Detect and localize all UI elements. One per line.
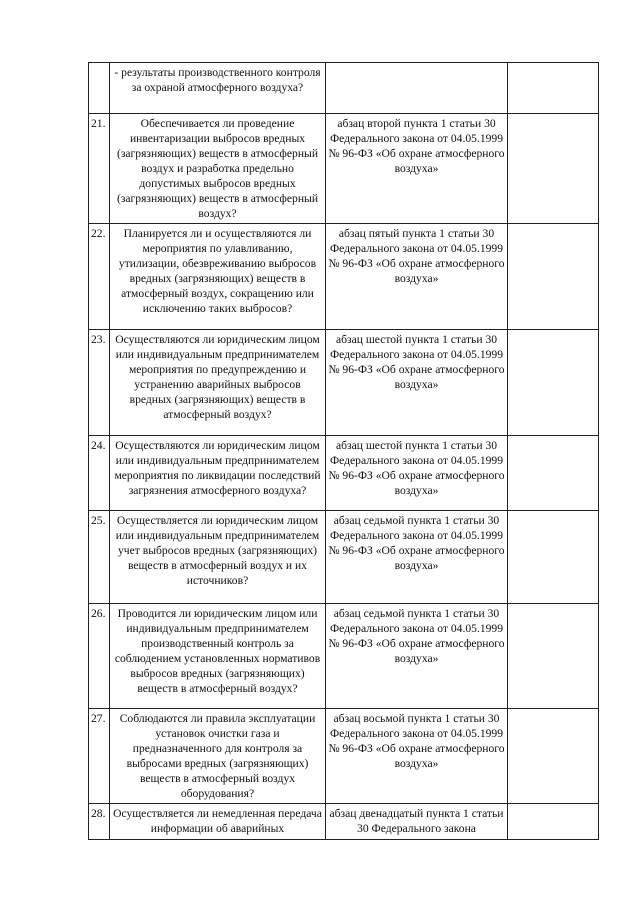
table-row xyxy=(89,604,599,709)
question-cell: Осуществляются ли юридическим лицом или индивидуальным предпринимателем мероприятия по предупреждению и устранению аварийных выбросов вредных (загрязняющих) веществ в атмосферный воздух? xyxy=(110,330,326,436)
row-number: 25. xyxy=(89,511,110,604)
answer-cell xyxy=(508,804,599,840)
question-cell: Осуществляются ли юридическим лицом или индивидуальным предпринимателем мероприятия по ликвидации последствий загрязнения атмосферного воздуха? xyxy=(110,436,326,511)
legal-reference-cell: абзац пятый пункта 1 статьи 30 Федерального закона от 04.05.1999 № 96-ФЗ «Об охране атмосферного воздуха» xyxy=(326,224,508,330)
table-row xyxy=(89,224,599,330)
question-cell: Проводится ли юридическим лицом или индивидуальным предпринимателем производственный контроль за соблюдением установленных нормативов выбросов вредных (загрязняющих) веществ в атмосферный воздух? xyxy=(110,604,326,709)
question-cell: - результаты производственного контроля за охраной атмосферного воздуха? xyxy=(110,63,326,114)
legal-reference-cell: абзац второй пункта 1 статьи 30 Федерального закона от 04.05.1999 № 96-ФЗ «Об охране атмосферного воздуха» xyxy=(326,114,508,224)
question-cell: Планируется ли и осуществляются ли мероприятия по улавливанию, утилизации, обезвреживанию выбросов вредных (загрязняющих) веществ в атмосферный воздух, сокращению или исключению таких выбросов? xyxy=(110,224,326,330)
row-number xyxy=(89,63,110,114)
row-number: 28. xyxy=(89,804,110,840)
row-number: 24. xyxy=(89,436,110,511)
legal-reference-cell: абзац шестой пункта 1 статьи 30 Федерального закона от 04.05.1999 № 96-ФЗ «Об охране атмосферного воздуха» xyxy=(326,330,508,436)
answer-cell xyxy=(508,604,599,709)
legal-reference-cell: абзац восьмой пункта 1 статьи 30 Федерального закона от 04.05.1999 № 96-ФЗ «Об охране атмосферного воздуха» xyxy=(326,709,508,804)
answer-cell xyxy=(508,224,599,330)
answer-cell xyxy=(508,330,599,436)
legal-reference-cell xyxy=(326,63,508,114)
answer-cell xyxy=(508,436,599,511)
answer-cell xyxy=(508,709,599,804)
answer-cell xyxy=(508,511,599,604)
table-row xyxy=(89,436,599,511)
checklist-table xyxy=(88,62,599,840)
table-row xyxy=(89,804,599,840)
question-cell: Осуществляется ли немедленная передача информации об аварийных xyxy=(110,804,326,840)
legal-reference-cell: абзац седьмой пункта 1 статьи 30 Федерального закона от 04.05.1999 № 96-ФЗ «Об охране атмосферного воздуха» xyxy=(326,511,508,604)
row-number: 21. xyxy=(89,114,110,224)
legal-reference-cell: абзац седьмой пункта 1 статьи 30 Федерального закона от 04.05.1999 № 96-ФЗ «Об охране атмосферного воздуха» xyxy=(326,604,508,709)
legal-reference-cell: абзац двенадцатый пункта 1 статьи 30 Федерального закона xyxy=(326,804,508,840)
legal-reference-cell: абзац шестой пункта 1 статьи 30 Федерального закона от 04.05.1999 № 96-ФЗ «Об охране атмосферного воздуха» xyxy=(326,436,508,511)
question-cell: Соблюдаются ли правила эксплуатации установок очистки газа и предназначенного для контроля за выбросами вредных (загрязняющих) веществ в атмосферный воздух оборудования? xyxy=(110,709,326,804)
table-row xyxy=(89,114,599,224)
question-cell: Обеспечивается ли проведение инвентаризации выбросов вредных (загрязняющих) веществ в атмосферный воздух и разработка предельно допустимых выбросов вредных (загрязняющих) веществ в атмосферный воздух? xyxy=(110,114,326,224)
table-row xyxy=(89,63,599,114)
question-cell: Осуществляется ли юридическим лицом или индивидуальным предпринимателем учет выбросов вредных (загрязняющих) веществ в атмосферный воздух и их источников? xyxy=(110,511,326,604)
row-number: 22. xyxy=(89,224,110,330)
table-row xyxy=(89,709,599,804)
row-number: 27. xyxy=(89,709,110,804)
table-row xyxy=(89,330,599,436)
row-number: 26. xyxy=(89,604,110,709)
table-row xyxy=(89,511,599,604)
row-number: 23. xyxy=(89,330,110,436)
answer-cell xyxy=(508,114,599,224)
answer-cell xyxy=(508,63,599,114)
